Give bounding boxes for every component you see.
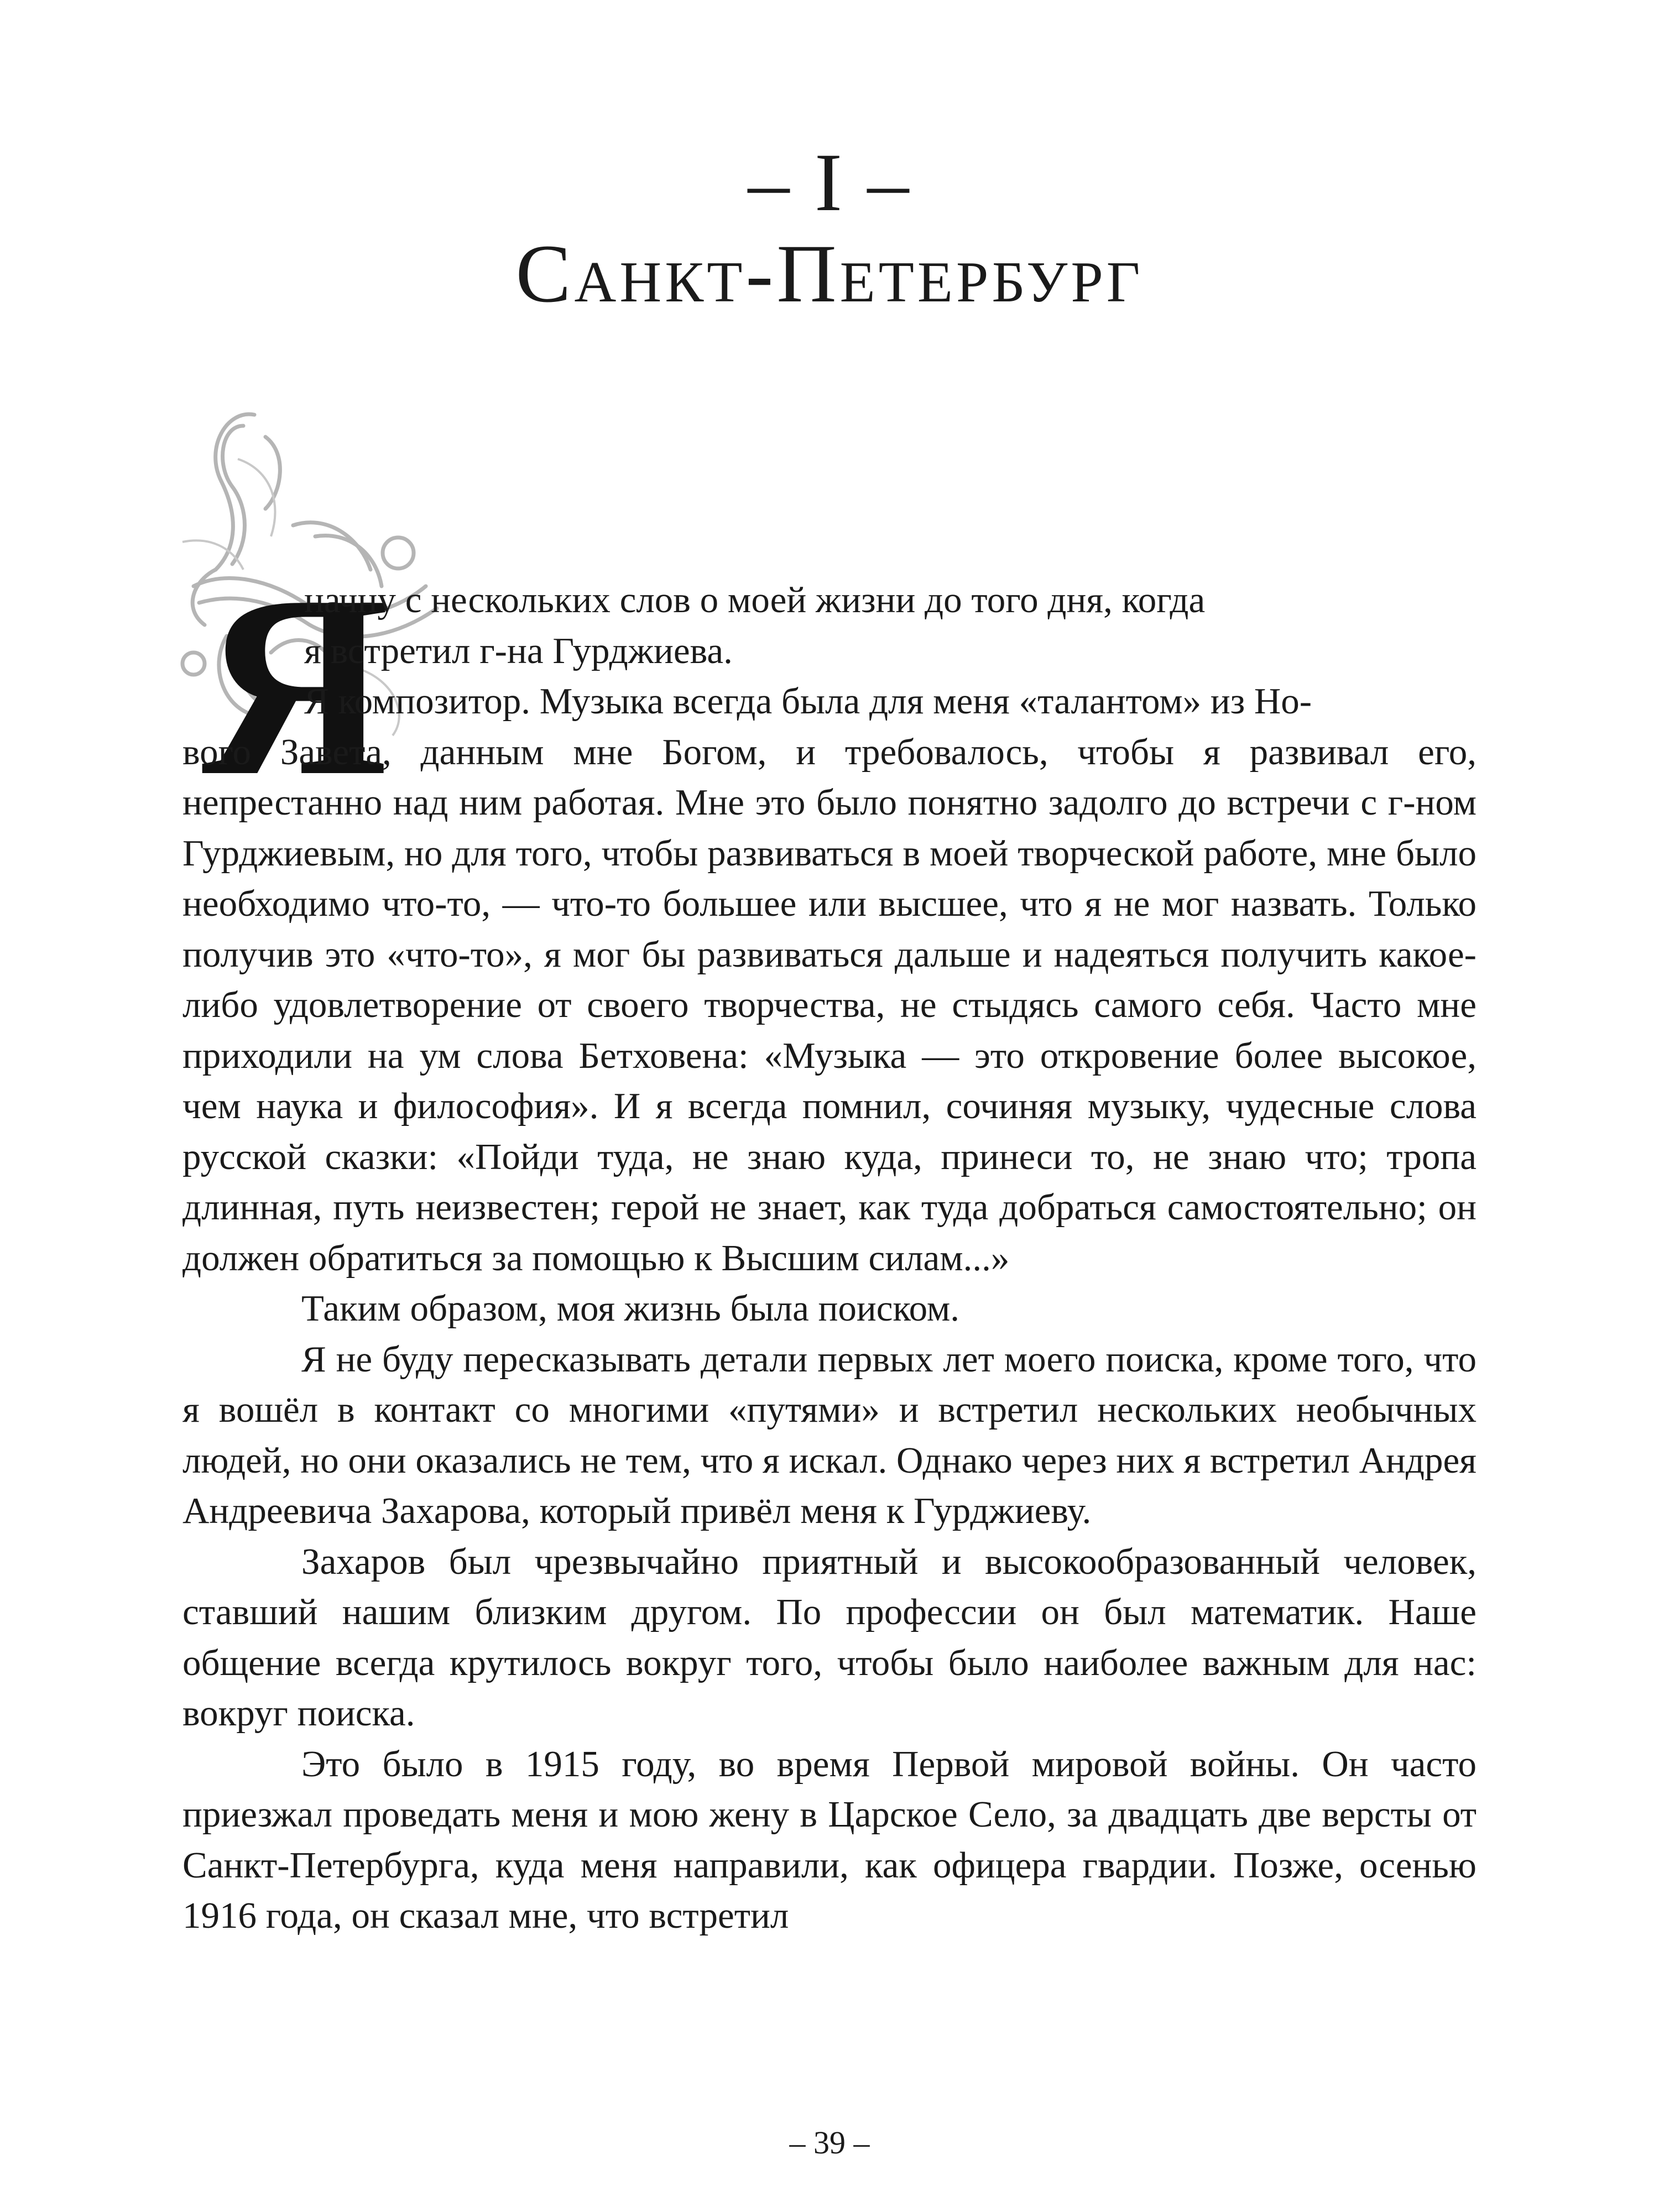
page-number: – 39 – [789,2125,870,2161]
paragraph: Я не буду пересказывать детали первых лет моего поиска, кроме того, что я вошёл в контакт со многими «путями» и встретил нескольких необычных людей, но они оказались не тем, что я искал. Однако через них я встретил Андрея Андреевича Захарова, который привёл меня к Гурджиеву. [182,1338,1477,1531]
paragraph-lead-line: Я композитор. Музыка всегда была для меня «талантом» из Но- [304,681,1312,722]
paragraph: Это было в 1915 году, во время Первой мировой войны. Он часто приезжал проведать меня и мою жену в Царское Село, за двадцать две версты от Санкт-Петербурга, куда меня направили, как офицера гвардии. Позже, осенью 1916 года, он сказал мне, что встретил [182,1743,1477,1936]
paragraph: Захаров был чрезвычайно приятный и высокообразованный человек, ставший нашим близким другом. По профессии он был математик. Наше общение всегда крутилось вокруг того, чтобы было наиболее важным для нас: вокруг поиска. [182,1541,1477,1734]
chapter-title: Санкт-Петербург [515,228,1144,320]
paragraph-text: вого Завета, данным мне Богом, и требовалось, чтобы я развивал его, непрестанно над ним работая. Мне это было понятно задолго до встречи с г-ном Гурджиевым, но для того, чтобы развиваться в моей творческой работе, мне было необходимо что-то, — что-то большее или высшее, что я не мог назвать. Только получив это «что-то», я мог бы развиваться дальше и надеяться получить какое-либо удовлетворение от своего творчества, не стыдясь самого себя. Часто мне приходили на ум слова Бетховена: «Музыка — это откровение более высокое, чем наука и философия». И я всегда помнил, сочиняя музыку, чудесные слова русской сказки: «Пойди туда, не знаю куда, принеси то, не знаю что; тропа длинная, путь неизвестен; герой не знает, как туда добраться самостоятельно; он должен обратиться за помощью к Высшим силам...» [182,731,1477,1279]
body-text [182,575,1477,1942]
chapter-number: – I – [748,137,911,228]
paragraph [182,575,1477,676]
paragraph: Таким образом, моя жизнь была поиском. [301,1288,960,1329]
drop-cap: Я [202,541,390,830]
paragraph-lead-line: начну с нескольких слов о моей жизни до того дня, когда [304,580,1206,620]
paragraph-text: я встретил г-на Гурджиева. [304,630,733,671]
paragraph [182,676,1477,1284]
